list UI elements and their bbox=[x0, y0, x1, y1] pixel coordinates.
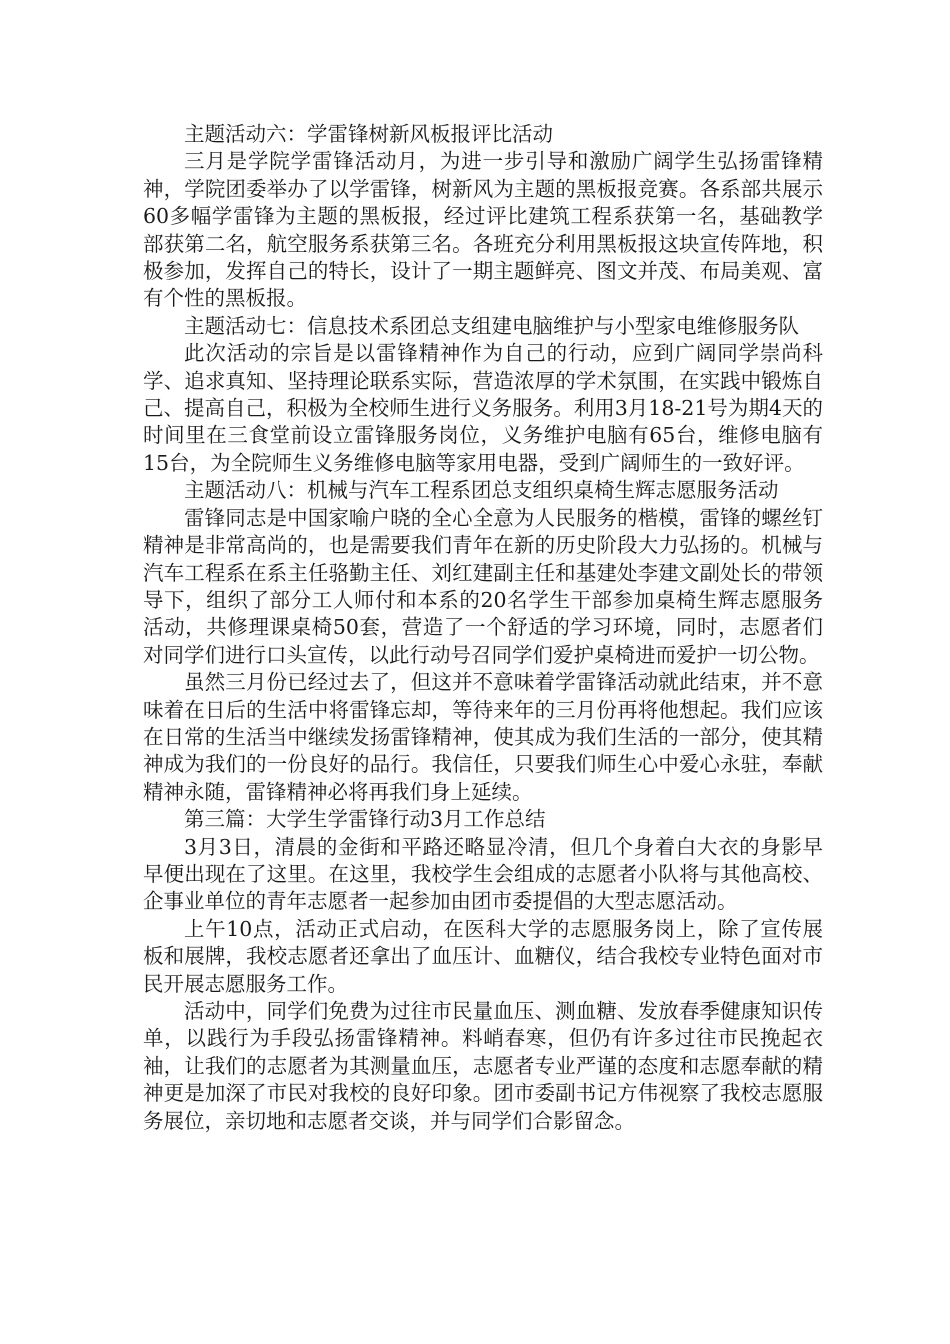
paragraph-activity-six: 三月是学院学雷锋活动月，为进一步引导和激励广阔学生弘扬雷锋精神，学院团委举办了以学雷锋，树新风为主题的黑板报竞赛。各系部共展示60多幅学雷锋为主题的黑板报，经过评比建筑工程系获第一名，基础教学部获第二名，航空服务系获第三名。各班充分利用黑板报这块宣传阵地，积极参加，发挥自己的特长，设计了一期主题鲜亮、图文并茂、布局美观、富有个性的黑板报。 bbox=[143, 149, 823, 311]
heading-activity-eight: 主题活动八：机械与汽车工程系团总支组织桌椅生辉志愿服务活动 bbox=[184, 478, 779, 503]
paragraph-march-third: 3月3日，清晨的金街和平路还略显冷清，但几个身着白大衣的身影早早便出现在了这里。在这里，我校学生会组成的志愿者小队将与其他高校、企事业单位的青年志愿者一起参加由团市委提倡的大型志愿活动。 bbox=[143, 834, 823, 914]
paragraph-activity-eight: 雷锋同志是中国家喻户晓的全心全意为人民服务的楷模，雷锋的螺丝钉精神是非常高尚的，也是需要我们青年在新的历史阶段大力弘扬的。机械与汽车工程系在系主任骆勤主任、刘红建副主任和基建处李建文副处长的带领导下，组织了部分工人师付和本系的20名学生干部参加桌椅生辉志愿服务活动，共修理课桌椅50套，营造了一个舒适的学习环境，同时，志愿者们对同学们进行口头宣传，以此行动号召同学们爱护桌椅进而爱护一切公物。 bbox=[143, 505, 823, 667]
paragraph-activity-details: 活动中，同学们免费为过往市民量血压、测血糖、发放春季健康知识传单，以践行为手段弘扬雷锋精神。料峭春寒，但仍有许多过往市民挽起衣袖，让我们的志愿者为其测量血压，志愿者专业严谨的态度和志愿奉献的精神更是加深了市民对我校的良好印象。团市委副书记方伟视察了我校志愿服务展位，亲切地和志愿者交谈，并与同学们合影留念。 bbox=[143, 999, 823, 1133]
paragraph-conclusion: 虽然三月份已经过去了，但这并不意味着学雷锋活动就此结束，并不意味着在日后的生活中将雷锋忘却，等待来年的三月份再将他想起。我们应该在日常的生活当中继续发扬雷锋精神，使其成为我们生活的一部分，使其精神成为我们的一份良好的品行。我信任，只要我们师生心中爱心永驻，奉献精神永随，雷锋精神必将再我们身上延续。 bbox=[143, 670, 823, 804]
heading-part-three: 第三篇：大学生学雷锋行动3月工作总结 bbox=[184, 807, 546, 832]
paragraph-ten-am: 上午10点，活动正式启动，在医科大学的志愿服务岗上，除了宣传展板和展牌，我校志愿者还拿出了血压计、血糖仪，结合我校专业特色面对市民开展志愿服务工作。 bbox=[143, 916, 823, 996]
document-body bbox=[143, 121, 823, 1135]
paragraph-activity-seven: 此次活动的宗旨是以雷锋精神作为自己的行动，应到广阔同学崇尚科学、追求真知、坚持理论联系实际，营造浓厚的学术氛围，在实践中锻炼自己、提高自己，积极为全校师生进行义务服务。利用3月18-21号为期4天的时间里在三食堂前设立雷锋服务岗位，义务维护电脑有65台，维修电脑有15台，为全院师生义务维修电脑等家用电器，受到广阔师生的一致好评。 bbox=[143, 341, 823, 475]
heading-activity-six: 主题活动六：学雷锋树新风板报评比活动 bbox=[184, 122, 553, 146]
heading-activity-seven: 主题活动七：信息技术系团总支组建电脑维护与小型家电维修服务队 bbox=[184, 313, 799, 338]
